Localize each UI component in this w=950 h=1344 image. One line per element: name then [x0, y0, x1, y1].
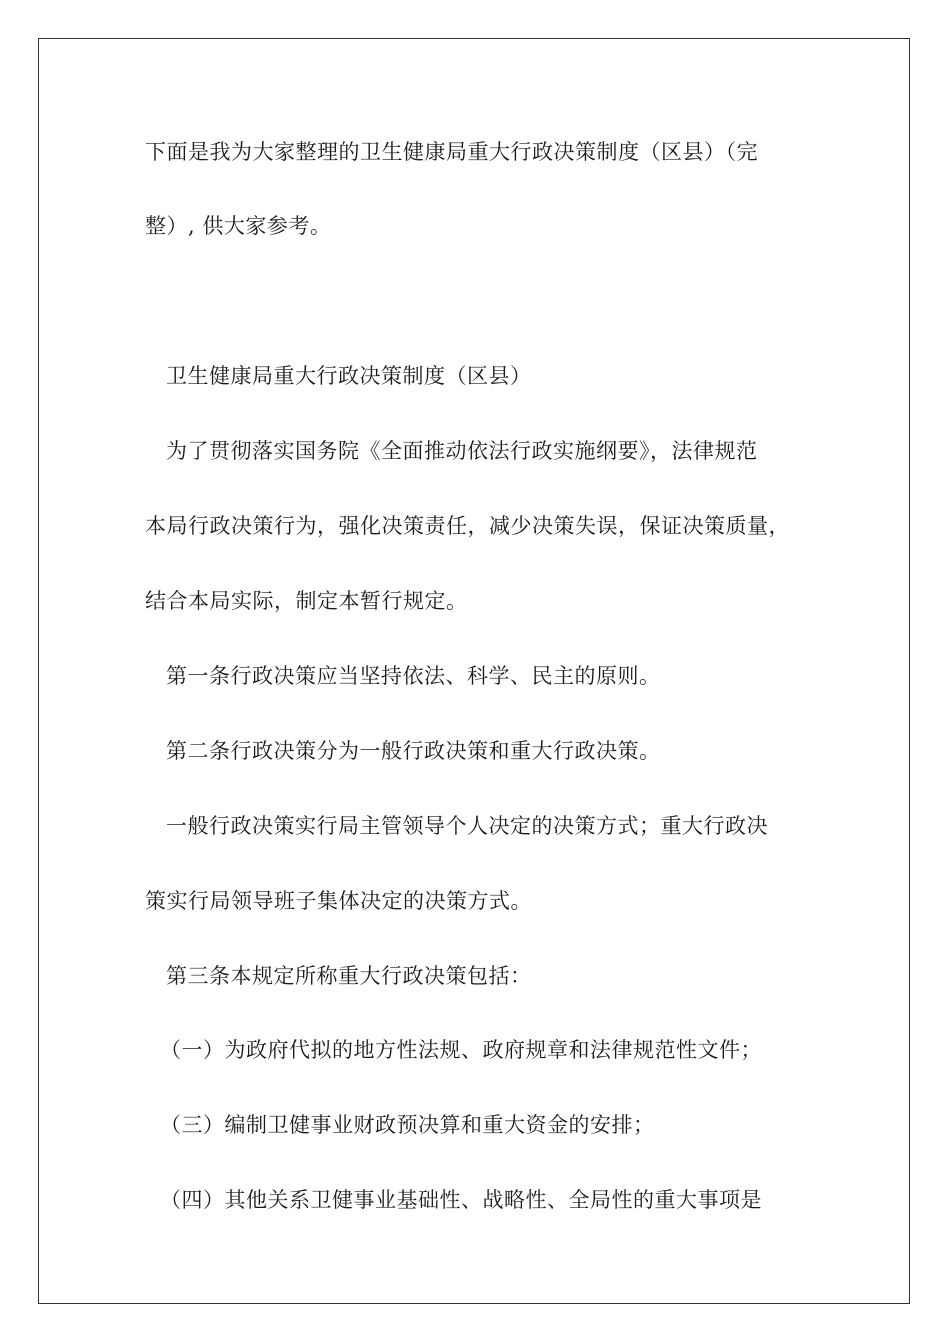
intro-line-1: 下面是我为大家整理的卫生健康局重大行政决策制度（区县）（完	[145, 140, 758, 164]
article-2: 第二条行政决策分为一般行政决策和重大行政决策。	[166, 739, 661, 763]
paragraph-line-2: 本局行政决策行为，强化决策责任，减少决策失误，保证决策质量，	[145, 514, 790, 538]
paragraph-line-1: 为了贯彻落实国务院《全面推动依法行政实施纲要》，法律规范	[166, 439, 758, 463]
paragraph-line-7: 策实行局领导班子集体决定的决策方式。	[145, 889, 532, 913]
article-3: 第三条本规定所称重大行政决策包括：	[166, 964, 532, 988]
list-item-3: （三）编制卫健事业财政预决算和重大资金的安排；	[160, 1113, 655, 1137]
document-title: 卫生健康局重大行政决策制度（区县）	[166, 364, 532, 388]
paragraph-line-3: 结合本局实际，制定本暂行规定。	[145, 589, 468, 613]
paragraph-line-6: 一般行政决策实行局主管领导个人决定的决策方式；重大行政决	[166, 814, 768, 838]
list-item-1: （一）为政府代拟的地方性法规、政府规章和法律规范性文件；	[160, 1038, 762, 1062]
list-item-4: （四）其他关系卫健事业基础性、战略性、全局性的重大事项是	[160, 1188, 762, 1212]
intro-line-2: 整）, 供大家参考。	[145, 214, 332, 238]
article-1: 第一条行政决策应当坚持依法、科学、民主的原则。	[166, 664, 661, 688]
